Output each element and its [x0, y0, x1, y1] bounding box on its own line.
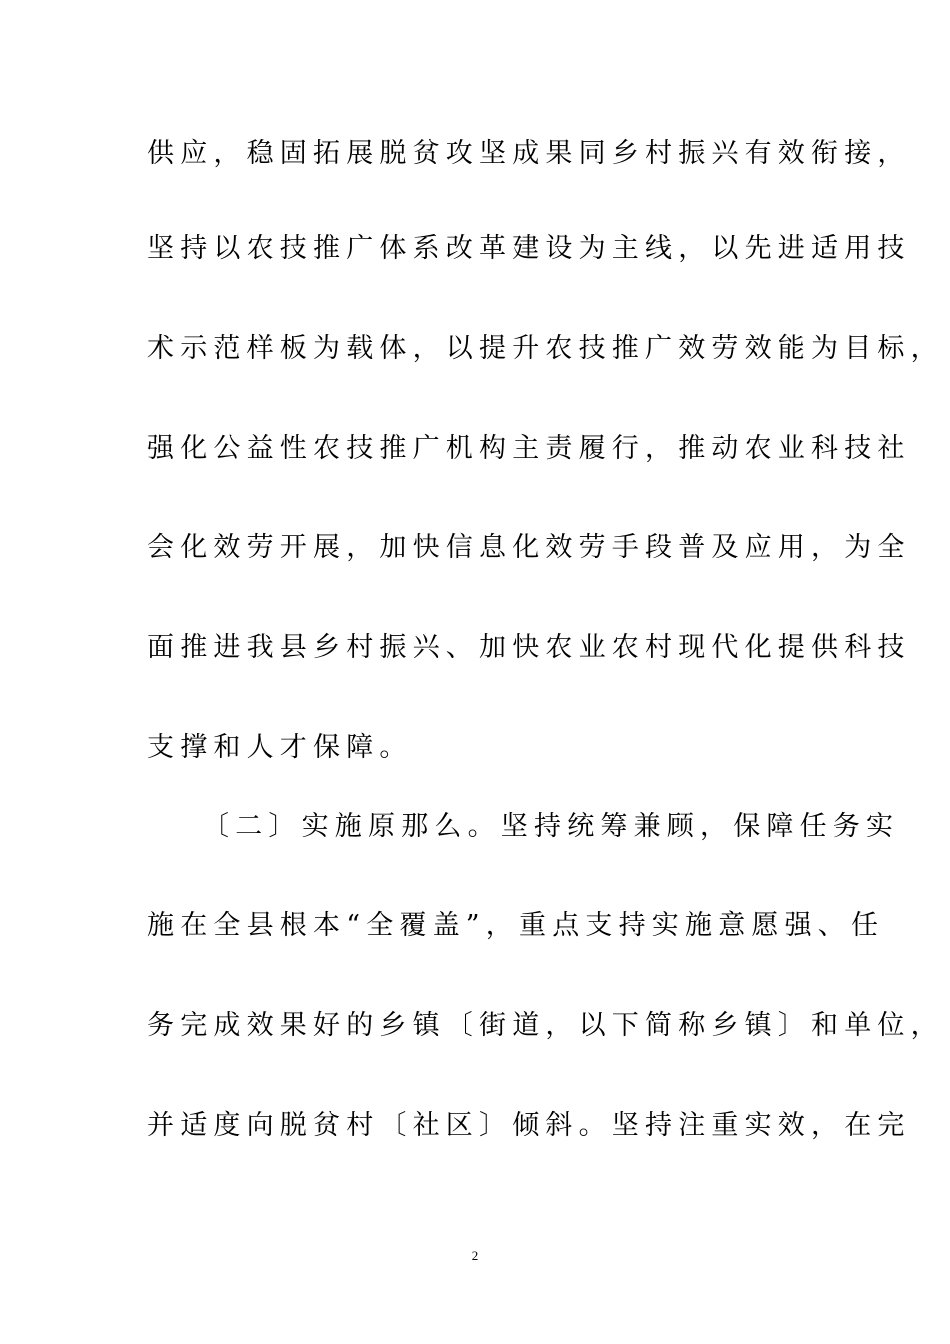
- text-line: 坚持以农技推广体系改革建设为主线，以先进适用技: [147, 233, 911, 264]
- text-line: 面推进我县乡村振兴、加快农业农村现代化提供科技: [147, 632, 911, 663]
- text-line: 强化公益性农技推广机构主责履行，推动农业科技社: [147, 433, 911, 464]
- text-line: 支撑和人才保障。: [147, 732, 413, 763]
- page-number: 2: [471, 1248, 479, 1263]
- text-line: 施在全县根本“全覆盖”，重点支持实施意愿强、任: [147, 910, 885, 941]
- text-line: 供应，稳固拓展脱贫攻坚成果同乡村振兴有效衔接，: [147, 138, 911, 169]
- text-line: 术示范样板为载体，以提升农技推广效劳效能为目标，: [147, 333, 944, 364]
- text-line: 并适度向脱贫村〔社区〕倾斜。坚持注重实效，在完: [147, 1110, 911, 1141]
- text-line: 务完成效果好的乡镇〔街道，以下简称乡镇〕和单位，: [147, 1010, 944, 1041]
- section-heading-line: 〔二〕实施原那么。坚持统筹兼顾，保障任务实: [202, 811, 900, 842]
- text-line: 会化效劳开展，加快信息化效劳手段普及应用，为全: [147, 532, 911, 563]
